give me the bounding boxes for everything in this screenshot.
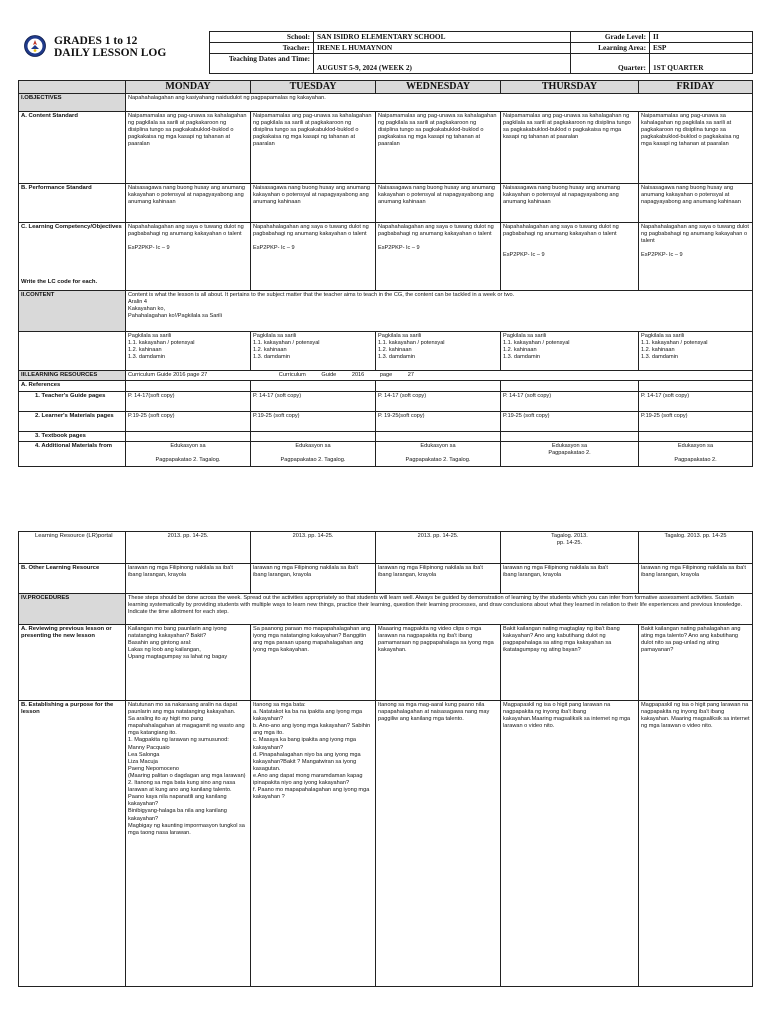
school-value: SAN ISIDRO ELEMENTARY SCHOOL	[314, 32, 571, 43]
content-label: II.CONTENT	[19, 291, 126, 332]
content-standard-cell: Naipamamalas ang pag-unawa sa kahalagahan ng pagkilala sa sarili at pagkakaroon ng disiplina tungo sa pagkakabuklod-buklod o pagkakaisa ng mga kasapi ng tahanan at paaralan	[251, 112, 376, 184]
additional-label: 4. Additional Materials from	[19, 441, 126, 466]
deped-seal-icon	[24, 35, 46, 57]
performance-standard-cell: Naisasagawa nang buong husay ang anumang kakayahan o potensyal at napagyayabong ang anumang kahinaan	[376, 184, 501, 223]
performance-standard-row	[19, 184, 753, 223]
quarter-value: 1ST QUARTER	[650, 54, 753, 74]
purpose-label: B. Establishing a purpose for the lesson	[19, 701, 126, 987]
day-tuesday: TUESDAY	[251, 81, 376, 94]
content-standard-cell: Naipamamalas ang pag-unawa sa kahalagahan ng pagkilala sa sarili at pagkakaroon ng disiplina tungo sa pagkakabuklod-buklod o pagkakaisa ng mga kasapi ng tahanan at paaralan	[639, 112, 753, 184]
competency-cell: Napahahalagahan ang saya o tuwang dulot ng pagbabahagi ng anumang kakayahan o talent EsP2PKP- Ic – 9	[501, 223, 639, 291]
quarter-label: Quarter:	[571, 54, 650, 74]
purpose-cell: Natutunan mo sa nakaraang aralin na dapat paunlarin ang mga natatanging kakayahan. Sa araling ito ay higit mo pang mapahahalagahan at magagamit ng wasto ang mga katangiang ito. 1. Magpakita ng larawan ng sumusunod: Manny Pacquaio Lea Salonga Liza Macuja Paeng Nepomoceno (Maaring palitan o dagdagan ang mga larawan) 2. Itanong sa mga bata kung sino ang nasa larawan at kung ano ang kanilang talento. Paano kaya nila napanatili ang kanilang kakayahan? Binibigyang-halaga ba nila ang kanilang kakayahan? Magbigay ng kaunting impormasyon tungkol sa mga taong nasa larawan.	[126, 701, 251, 987]
review-cell: Maaaring magpakita ng video clips o mga larawan na nagpapakita ng iba't ibang pamamaraan ng pagpapahalaga sa iyong mga kakayahan.	[376, 625, 501, 701]
header-table	[209, 31, 753, 74]
performance-standard-cell: Naisasagawa nang buong husay ang anumang kakayahan o potensyal at napagyayabong ang anumang kahinaan	[639, 184, 753, 223]
review-cell: Bakit kailangan nating pahalagahan ang ating mga talento? Ano ang kabutihang dulot nito sa pag-unlad ng ating pamayanan?	[639, 625, 753, 701]
lm-cell: P.19-25 (soft copy)	[639, 411, 753, 431]
other-resource-cell: larawan ng mga Filipinong nakilala sa iba't ibang larangan, krayola	[639, 564, 753, 594]
resources-row	[19, 371, 753, 381]
day-header-row	[19, 81, 753, 94]
competency-note: Write the LC code for each.	[21, 278, 98, 285]
content-day-cell: Pagkilala sa sarili 1.1. kakayahan / potensyal 1.2. kahinaan 1.3. damdamin	[501, 332, 639, 371]
performance-standard-cell: Naisasagawa nang buong husay ang anumang kakayahan o potensyal at napagyayabong ang anumang kahinaan	[501, 184, 639, 223]
lm-cell: P. 19-25(soft copy)	[376, 411, 501, 431]
purpose-cell: Magpapaskil ng isa o higit pang larawan na nagpapakita ng inyong iba't ibang kakayahan. Maaring magsaliksik sa internet ng mga larawan o video nito.	[639, 701, 753, 987]
tg-label: 1. Teacher's Guide pages	[19, 391, 126, 411]
objectives-label: I.OBJECTIVES	[19, 94, 126, 112]
additional-row	[19, 441, 753, 466]
review-cell: Sa paanong paraan mo mapapahalagahan ang iyong mga natatanging kakayahan? Banggitin ang mga paraan upang mapahalagahan ang iyong mga kakayahan.	[251, 625, 376, 701]
other-resource-cell: larawan ng mga Filipinong nakilala sa iba't ibang larangan, krayola	[376, 564, 501, 594]
competency-label-cell	[19, 223, 126, 291]
content-day-cell: Pagkilala sa sarili 1.1. kakayahan / potensyal 1.2. kahinaan 1.3. damdamin	[251, 332, 376, 371]
dates-label: Teaching Dates and Time:	[210, 54, 314, 74]
textbook-label: 3. Textbook pages	[19, 431, 126, 441]
additional-cell: Edukasyon sa Pagpapakatao 2. Tagalog.	[251, 441, 376, 466]
additional-cell: Edukasyon sa Pagpapakatao 2.	[639, 441, 753, 466]
content-day-cell: Pagkilala sa sarili 1.1. kakayahan / potensyal 1.2. kahinaan 1.3. damdamin	[639, 332, 753, 371]
lr-cell: 2013. pp. 14-25.	[376, 532, 501, 564]
other-resource-label: B. Other Learning Resource	[19, 564, 126, 594]
lm-label: 2. Learner's Materials pages	[19, 411, 126, 431]
grades-title: GRADES 1 to 12	[54, 35, 138, 47]
purpose-row	[19, 701, 753, 987]
school-label: School:	[210, 32, 314, 43]
daily-lesson-log-title: DAILY LESSON LOG	[54, 47, 167, 59]
lr-row	[19, 532, 753, 564]
dates-value: AUGUST 5-9, 2024 (WEEK 2)	[314, 54, 571, 74]
performance-standard-cell: Naisasagawa nang buong husay ang anumang kakayahan o potensyal at napagyayabong ang anumang kahinaan	[126, 184, 251, 223]
competency-cell: Napahahalagahan ang saya o tuwang dulot ng pagbabahagi ng anumang kakayahan o talent EsP2PKP- Ic – 9	[126, 223, 251, 291]
tg-cell: P. 14-17 (soft copy)	[251, 391, 376, 411]
lr-cell: Tagalog. 2013. pp. 14-25.	[501, 532, 639, 564]
review-row	[19, 625, 753, 701]
tg-cell: P. 14-17 (soft copy)	[376, 391, 501, 411]
performance-standard-label: B. Performance Standard	[19, 184, 126, 223]
content-standard-cell: Naipamamalas ang pag-unawa sa kahalagahan ng pagkilala sa sarili at pagkakaroon ng disiplina tungo sa pagkakabuklod-buklod o pagkakaisa ng mga kasapi ng tahanan at paaralan	[126, 112, 251, 184]
resources-label: III.LEARNING RESOURCES	[19, 371, 126, 381]
other-resource-cell: larawan ng mga Filipinong nakilala sa iba't ibang larangan, krayola	[251, 564, 376, 594]
lr-cell: 2013. pp. 14-25.	[126, 532, 251, 564]
tg-cell: P. 14-17 (soft copy)	[639, 391, 753, 411]
log-title-block	[54, 35, 166, 59]
teacher-value: IRENE L HUMAYNON	[314, 43, 571, 54]
content-standard-cell: Naipamamalas ang pag-unawa sa kahalagahan ng pagkilala sa sarili at pagkakaroon ng disiplina tungo sa pagkakabuklod-buklod o pagkakaisa ng mga kasapi ng tahanan at paaralan	[376, 112, 501, 184]
competency-row	[19, 223, 753, 291]
day-monday: MONDAY	[126, 81, 251, 94]
resources-text: Curriculum Guide 2016 page 27 Curriculum Guide 2016 page 27	[126, 371, 753, 381]
objectives-row	[19, 94, 753, 112]
purpose-cell: Itanong sa mga mag-aaral kung paano nila napapahalagahan at naisasagawa nang may paggiliw ang kanilang mga talento.	[376, 701, 501, 987]
grade-level-label: Grade Level:	[571, 32, 650, 43]
lr-label: Learning Resource (LR)portal	[19, 532, 126, 564]
content-standard-cell: Naipamamalas ang pag-unawa sa kahalagahan ng pagkilala sa sarili at pagkakaroon ng disiplina tungo sa pagkakabuklod-buklod o pagkakaisa ng mga kasapi ng tahanan at paaralan	[501, 112, 639, 184]
tg-cell: P. 14-17 (soft copy)	[501, 391, 639, 411]
additional-cell: Edukasyon sa Pagpapakatao 2. Tagalog.	[126, 441, 251, 466]
learning-area-label: Learning Area:	[571, 43, 650, 54]
textbook-row	[19, 431, 753, 441]
competency-cell: Napahahalagahan ang saya o tuwang dulot ng pagbabahagi ng anumang kakayahan o talent EsP2PKP- Ic – 9	[251, 223, 376, 291]
performance-standard-cell: Naisasagawa nang buong husay ang anumang kakayahan o potensyal at napagyayabong ang anumang kahinaan	[251, 184, 376, 223]
other-resource-row	[19, 564, 753, 594]
day-thursday: THURSDAY	[501, 81, 639, 94]
day-friday: FRIDAY	[639, 81, 753, 94]
lm-cell: P.19-25 (soft copy)	[126, 411, 251, 431]
competency-cell: Napahahalagahan ang saya o tuwang dulot ng pagbabahagi ng anumang kakayahan o talent EsP2PKP- Ic – 9	[639, 223, 753, 291]
other-resource-cell: larawan ng mga Filipinong nakilala sa iba't ibang larangan, krayola	[501, 564, 639, 594]
content-row	[19, 291, 753, 332]
lm-cell: P.19-25 (soft copy)	[501, 411, 639, 431]
lr-cell: 2013. pp. 14-25.	[251, 532, 376, 564]
competency-label: C. Learning Competency/Objectives	[21, 224, 122, 230]
lr-cell: Tagalog. 2013. pp. 14-25	[639, 532, 753, 564]
purpose-cell: Magpapaskil ng isa o higit pang larawan na nagpapakita ng inyong iba't ibang kakayahan.Maaring magsaliksik sa internet ng mga larawan o video nito.	[501, 701, 639, 987]
content-day-cell: Pagkilala sa sarili 1.1. kakayahan / potensyal 1.2. kahinaan 1.3. damdamin	[126, 332, 251, 371]
grade-level-value: II	[650, 32, 753, 43]
lm-row	[19, 411, 753, 431]
review-cell: Kailangan mo bang paunlarin ang iyong natatanging kakayahan? Bakit? Basahin ang gintong aral: Lakas ng loob ang kailangan, Upang magtagumpay sa lahat ng bagay	[126, 625, 251, 701]
additional-cell: Edukasyon sa Pagpapakatao 2.	[501, 441, 639, 466]
procedures-text: These steps should be done across the week. Spread out the activities appropriately so that students will learn well. Always be guided by demonstration of learning by the students which you can infer from formative assessment activities. Sustain learning systematically by providing students with multiple ways to learn new things, practice their learning, question their learning processes, and draw conclusions about what they learned in relation to their life experiences and previous knowledge. Indicate the time allotment for each step.	[126, 594, 753, 625]
review-cell: Bakit kailangan nating magtaglay ng iba't ibang kakayahan? Ano ang kabutihang dulot ng pagpapahalaga sa ating mga kakayahan sa ikatatagumpay ng ating bayan?	[501, 625, 639, 701]
content-text: Content is what the lesson is all about. It pertains to the subject matter that the teacher aims to teach in the CG, the content can be tackled in a week or two. Aralin 4 Kakayahan ko, Pahahalagahan ko!/Pagkilala sa Sarili	[126, 291, 753, 332]
additional-cell: Edukasyon sa Pagpapakatao 2. Tagalog.	[376, 441, 501, 466]
procedures-label: IV.PROCEDURES	[19, 594, 126, 625]
lm-cell: P.19-25 (soft copy)	[251, 411, 376, 431]
learning-area-value: ESP	[650, 43, 753, 54]
review-label: A. Reviewing previous lesson or presenting the new lesson	[19, 625, 126, 701]
references-row	[19, 381, 753, 391]
lesson-table-page2	[18, 531, 753, 987]
other-resource-cell: larawan ng mga Filipinong nakilala sa iba't ibang larangan, krayola	[126, 564, 251, 594]
content-standard-row	[19, 112, 753, 184]
content-days-row	[19, 332, 753, 371]
day-wednesday: WEDNESDAY	[376, 81, 501, 94]
purpose-cell: Itanong sa mga bata: a. Natatakot ka ba na ipakita ang iyong mga kakayahan? b. Ano-ano ang iyong mga kakayahan? Sabihin ang mga ito. c. Masaya ka bang ipakita ang iyong mga kakayahan? d. Pinapahalagahan niyo ba ang iyong mga kakayahan?Bakit ? Mangatwiran sa iyong kasagutan. e.Ano ang dapat mong maramdaman kapag ipinapakita niyo ang iyong kakayahan? f. Paano mo mapapahalagahan ang iyong mga kakayahan ?	[251, 701, 376, 987]
teacher-label: Teacher:	[210, 43, 314, 54]
tg-row	[19, 391, 753, 411]
tg-cell: P. 14-17(soft copy)	[126, 391, 251, 411]
lesson-table-page1	[18, 80, 753, 467]
references-label: A. References	[19, 381, 126, 391]
competency-cell: Napahahalagahan ang saya o tuwang dulot ng pagbabahagi ng anumang kakayahan o talent EsP2PKP- Ic – 9	[376, 223, 501, 291]
content-standard-label: A. Content Standard	[19, 112, 126, 184]
procedures-row	[19, 594, 753, 625]
objectives-text: Napahahalagahan ang kasiyahang naidudulot ng pagpapamalas ng kakayahan.	[126, 94, 753, 112]
content-day-cell: Pagkilala sa sarili 1.1. kakayahan / potensyal 1.2. kahinaan 1.3. damdamin	[376, 332, 501, 371]
